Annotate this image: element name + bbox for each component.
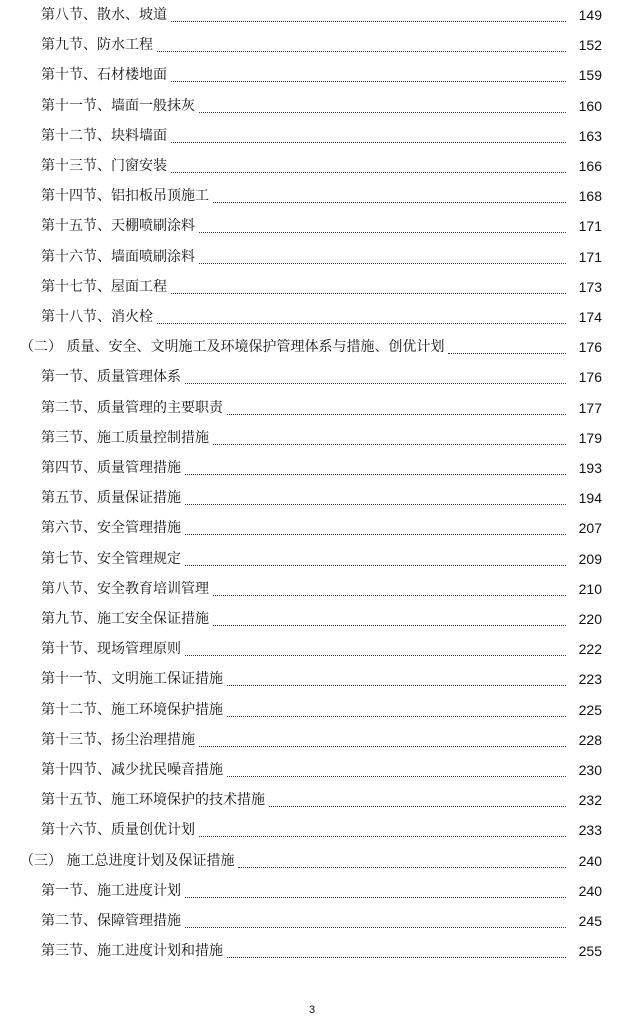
toc-entry-title: 第十四节、减少扰民噪音措施: [41, 762, 223, 778]
toc-entry-title: 第一节、质量管理体系: [41, 369, 181, 386]
dot-leader: [213, 594, 566, 596]
toc-entry-title: 第十三节、门窗安装: [41, 158, 167, 174]
dot-leader: [171, 80, 566, 82]
toc-entry-title: （二） 质量、安全、文明施工及环境保护管理体系与措施、创优计划: [20, 339, 445, 356]
toc-section-entry[interactable]: [0, 574, 602, 604]
dot-leader: [227, 684, 566, 686]
toc-entry-page: 160: [578, 97, 602, 114]
dot-leader: [227, 715, 566, 717]
dot-leader: [185, 896, 566, 898]
toc-section-entry[interactable]: [0, 906, 602, 936]
toc-entry-page: 174: [578, 309, 602, 325]
toc-entry-page: 163: [578, 127, 602, 144]
dot-leader: [199, 231, 566, 233]
toc-entry-title: 第二节、保障管理措施: [41, 913, 181, 929]
toc-entry-page: 255: [578, 943, 602, 960]
dot-leader: [185, 503, 566, 505]
dot-leader: [185, 473, 566, 475]
dot-leader: [157, 50, 566, 52]
toc-entry-title: 第六节、安全管理措施: [41, 520, 181, 537]
toc-entry-page: 149: [578, 7, 602, 23]
toc-chapter-entry[interactable]: [0, 332, 602, 362]
toc-entry-page: 240: [578, 882, 602, 899]
toc-section-entry[interactable]: [0, 211, 602, 241]
toc-entry-title: 第八节、散水、坡道: [41, 7, 167, 23]
toc-entry-page: 223: [578, 671, 602, 688]
toc-entry-title: 第十六节、质量创优计划: [41, 822, 195, 839]
toc-entry-title: 第十二节、施工环境保护措施: [41, 701, 223, 718]
toc-entry-title: 第五节、质量保证措施: [41, 490, 181, 507]
dot-leader: [199, 745, 566, 747]
toc-section-entry[interactable]: [0, 423, 602, 453]
toc-entry-page: 193: [578, 460, 602, 476]
toc-entry-page: 207: [578, 520, 602, 537]
toc-entry-page: 176: [578, 339, 602, 356]
toc-entry-title: （三） 施工总进度计划及保证措施: [20, 852, 235, 869]
toc-entry-title: 第七节、安全管理规定: [41, 550, 181, 567]
dot-leader: [171, 20, 566, 22]
toc-entry-page: 173: [578, 278, 602, 295]
toc-section-entry[interactable]: [0, 272, 602, 302]
dot-leader: [213, 201, 566, 203]
toc-entry-title: 第十五节、施工环境保护的技术措施: [41, 792, 265, 809]
toc-entry-title: 第十六节、墙面喷刷涂料: [41, 248, 195, 265]
toc-section-entry[interactable]: [0, 544, 602, 574]
toc-entry-page: 232: [578, 792, 602, 809]
toc-entry-title: 第十一节、墙面一般抹灰: [41, 97, 195, 114]
toc-section-entry[interactable]: [0, 60, 602, 90]
toc-section-entry[interactable]: [0, 362, 602, 392]
toc-entry-page: 194: [578, 490, 602, 507]
dot-leader: [171, 292, 566, 294]
toc-section-entry[interactable]: [0, 936, 602, 966]
toc-entry-title: 第十七节、屋面工程: [41, 278, 167, 295]
dot-leader: [171, 141, 566, 143]
toc-entry-title: 第十节、石材楼地面: [41, 67, 167, 84]
toc-entry-title: 第八节、安全教育培训管理: [41, 580, 209, 597]
dot-leader: [185, 926, 566, 928]
toc-entry-page: 225: [578, 701, 602, 718]
toc-entry-title: 第九节、施工安全保证措施: [41, 611, 209, 627]
toc-section-entry[interactable]: [0, 755, 602, 785]
toc-entry-title: 第一节、施工进度计划: [41, 882, 181, 899]
toc-section-entry[interactable]: [0, 725, 602, 755]
toc-entry-title: 第二节、质量管理的主要职责: [41, 399, 223, 416]
toc-entry-page: 171: [578, 248, 602, 265]
toc-entry-page: 240: [578, 852, 602, 869]
toc-section-entry[interactable]: [0, 121, 602, 151]
toc-entry-page: 177: [578, 399, 602, 416]
toc-entry-title: 第三节、施工进度计划和措施: [41, 943, 223, 960]
toc-section-entry[interactable]: [0, 876, 602, 906]
dot-leader: [171, 171, 566, 173]
page-number: 3: [308, 1004, 316, 1016]
toc-entry-title: 第九节、防水工程: [41, 37, 153, 54]
toc-entry-page: 233: [578, 822, 602, 839]
toc-section-entry[interactable]: [0, 151, 602, 181]
toc-entry-page: 168: [578, 188, 602, 205]
toc-entry-title: 第十节、现场管理原则: [41, 641, 181, 658]
toc-section-entry[interactable]: [0, 785, 602, 815]
toc-section-entry[interactable]: [0, 815, 602, 845]
dot-leader: [227, 413, 566, 415]
toc-entry-title: 第四节、质量管理措施: [41, 460, 181, 476]
toc-entry-title: 第十五节、天棚喷刷涂料: [41, 218, 195, 235]
dot-leader: [199, 111, 566, 113]
dot-leader: [227, 956, 566, 958]
toc-section-entry[interactable]: [0, 695, 602, 725]
dot-leader: [238, 866, 566, 868]
toc-entry-title: 第十八节、消火栓: [41, 309, 153, 325]
toc-entry-title: 第十一节、文明施工保证措施: [41, 671, 223, 688]
dot-leader: [269, 805, 566, 807]
toc-entry-page: 179: [578, 429, 602, 446]
toc-entry-title: 第十四节、铝扣板吊顶施工: [41, 188, 209, 205]
toc-entry-page: 222: [578, 641, 602, 658]
dot-leader: [448, 352, 566, 354]
toc-section-entry[interactable]: [0, 302, 602, 332]
toc-entry-page: 228: [578, 731, 602, 748]
toc-entry-page: 166: [578, 158, 602, 174]
dot-leader: [227, 775, 566, 777]
toc-section-entry[interactable]: [0, 181, 602, 211]
toc-entry-page: 230: [578, 762, 602, 778]
toc-section-entry[interactable]: [0, 393, 602, 423]
toc-entry-page: 220: [578, 611, 602, 627]
toc-entry-title: 第十三节、扬尘治理措施: [41, 731, 195, 748]
dot-leader: [213, 443, 566, 445]
toc-section-entry[interactable]: [0, 483, 602, 513]
toc-entry-page: 159: [578, 67, 602, 84]
toc-entry-page: 210: [578, 580, 602, 597]
toc-entry-page: 209: [578, 550, 602, 567]
dot-leader: [213, 624, 566, 626]
toc-section-entry[interactable]: [0, 0, 602, 30]
toc-section-entry[interactable]: [0, 453, 602, 483]
toc-entry-page: 171: [578, 218, 602, 235]
dot-leader: [199, 262, 566, 264]
dot-leader: [185, 564, 566, 566]
toc-entry-title: 第十二节、块料墙面: [41, 127, 167, 144]
toc-entry-page: 176: [578, 369, 602, 386]
dot-leader: [185, 533, 566, 535]
toc-entry-page: 152: [578, 37, 602, 54]
toc-section-entry[interactable]: [0, 664, 602, 694]
toc-section-entry[interactable]: [0, 30, 602, 60]
toc-section-entry[interactable]: [0, 634, 602, 664]
dot-leader: [185, 382, 566, 384]
dot-leader: [185, 654, 566, 656]
toc-chapter-entry[interactable]: [0, 846, 602, 876]
toc-section-entry[interactable]: [0, 513, 602, 543]
toc-section-entry[interactable]: [0, 242, 602, 272]
toc-entry-title: 第三节、施工质量控制措施: [41, 429, 209, 446]
toc-section-entry[interactable]: [0, 91, 602, 121]
toc-section-entry[interactable]: [0, 604, 602, 634]
dot-leader: [157, 322, 566, 324]
dot-leader: [199, 835, 566, 837]
toc-entry-page: 245: [578, 913, 602, 929]
